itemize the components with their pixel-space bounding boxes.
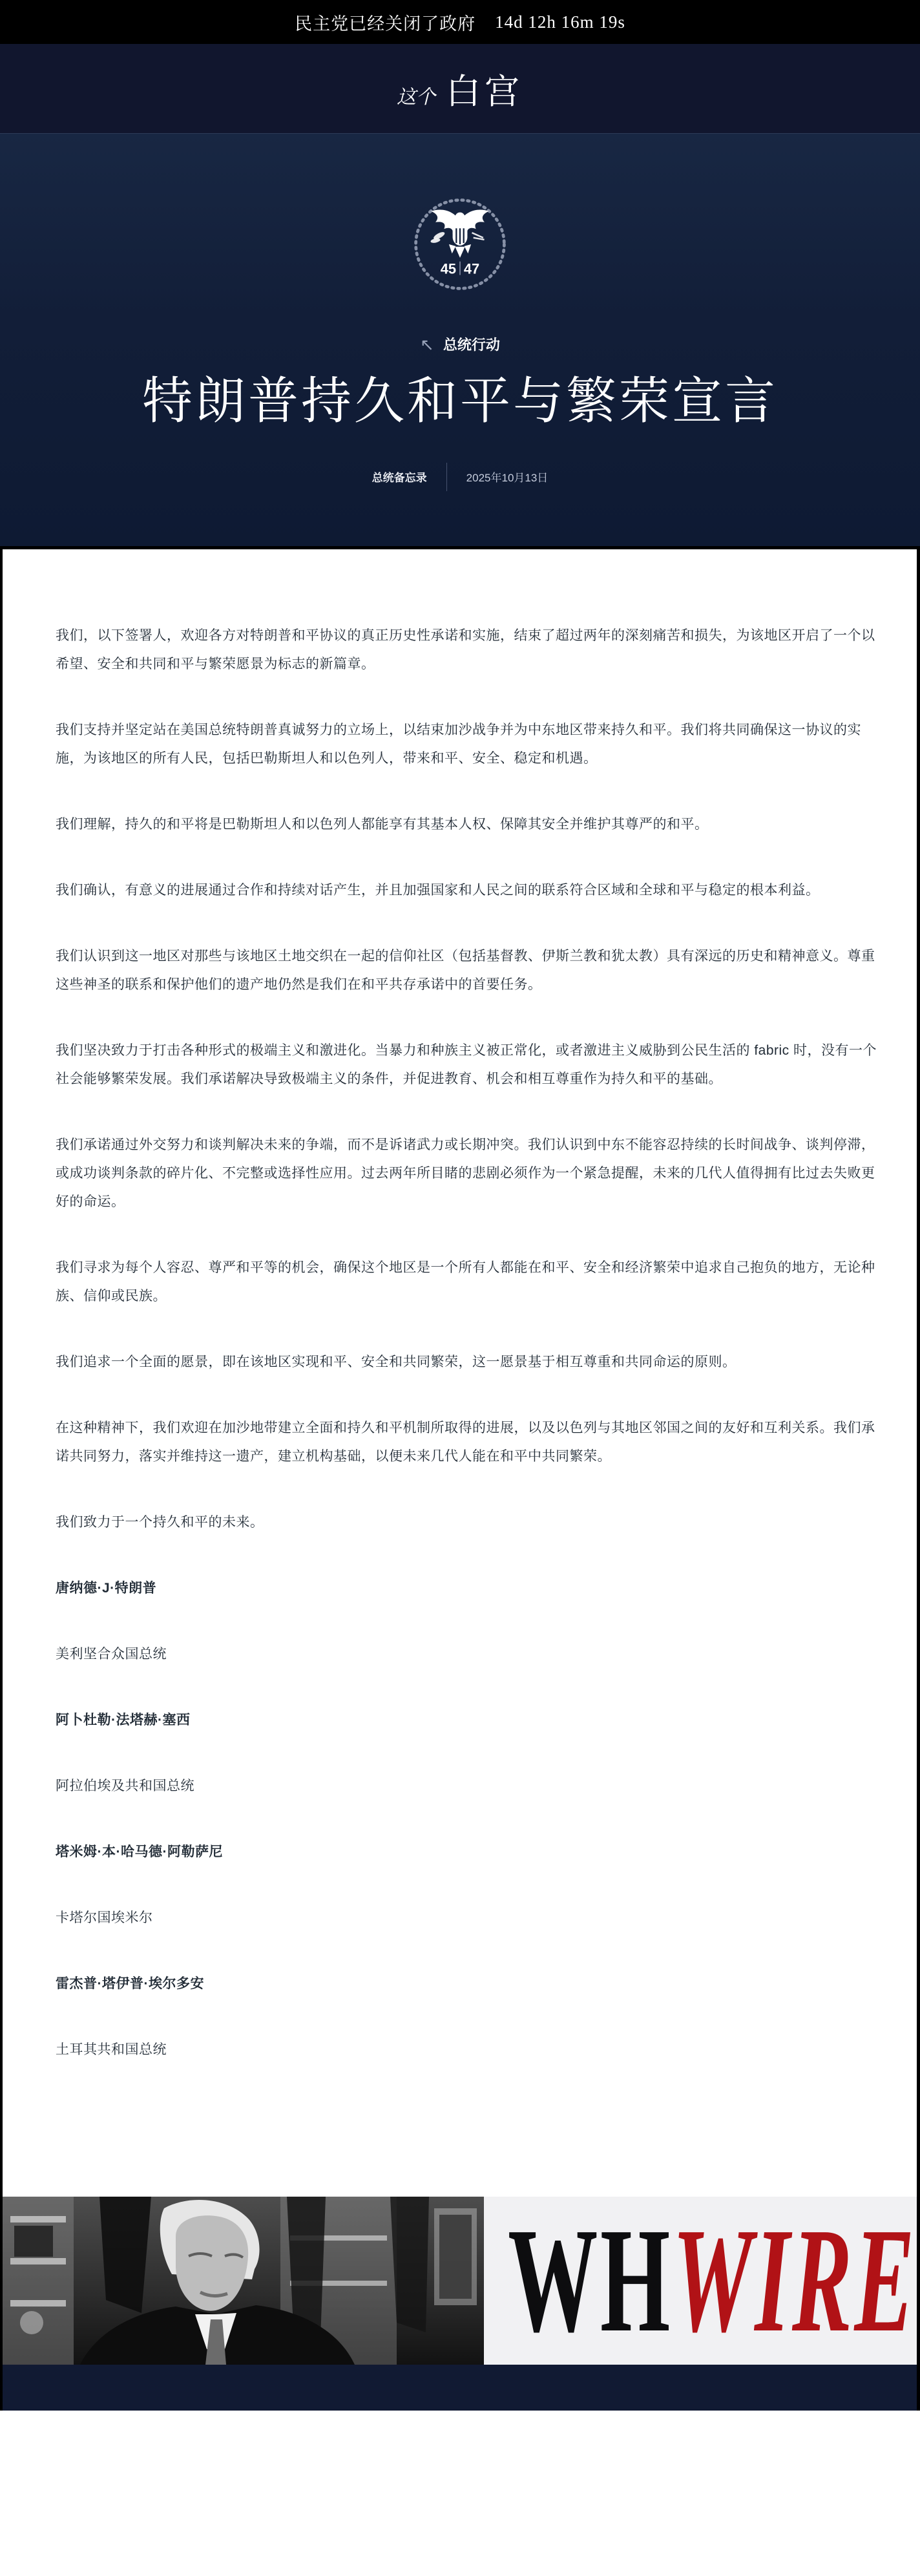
seal-number-45: 45 xyxy=(440,260,457,277)
article-paragraph: 我们，以下签署人，欢迎各方对特朗普和平协议的真正历史性承诺和实施，结束了超过两年的深刻痛苦和损失，为该地区开启了一个以希望、安全和共同和平与繁荣愿景为标志的新篇章。 xyxy=(56,628,875,671)
breadcrumb-label: 总统行动 xyxy=(443,337,500,353)
signatory-name: 雷杰普·塔伊普·埃尔多安 xyxy=(56,1976,204,1991)
arrow-up-left-icon: ↖ xyxy=(420,334,434,354)
presidential-seal-icon xyxy=(0,195,920,297)
shutdown-countdown-timer: 14d 12h 16m 19s xyxy=(495,12,625,32)
whwire-wordmark xyxy=(484,2197,917,2363)
meta-date: 2025年10月13日 xyxy=(466,472,549,485)
meta-divider xyxy=(446,463,447,491)
bottom-navy-bar xyxy=(3,2365,917,2411)
meta-category: 总统备忘录 xyxy=(371,472,427,485)
main-wrapper xyxy=(0,546,920,2411)
whwire-logo[interactable] xyxy=(484,2197,917,2365)
shutdown-banner-message: 民主党已经关闭了政府 xyxy=(295,14,476,34)
whitehouse-logo[interactable] xyxy=(397,64,523,114)
article-paragraph: 我们确认，有意义的进展通过合作和持续对话产生，并且加强国家和人民之间的联系符合区域和全球和平与稳定的根本利益。 xyxy=(56,883,820,898)
article-paragraph: 我们承诺通过外交努力和谈判解决未来的争端，而不是诉诸武力或长期冲突。我们认识到中东不能容忍持续的长时间战争、谈判停滞，或成功谈判条款的碎片化、不完整或选择性应用。过去两年所目睹的悲剧必须作为一个紧急提醒，未来的几代人值得拥有比过去失败更好的命运。 xyxy=(56,1137,875,1209)
logo-main-text: 白宫 xyxy=(446,72,523,111)
signatory-title: 美利坚合众国总统 xyxy=(56,1647,167,1662)
hero-section xyxy=(0,133,920,546)
wordmark-wire: WIRE xyxy=(672,2197,917,2363)
logo-prefix-text: 这个 xyxy=(397,86,435,108)
signatory-title: 阿拉伯埃及共和国总统 xyxy=(56,1779,194,1793)
article-paragraph: 我们致力于一个持久和平的未来。 xyxy=(56,1515,264,1530)
footer-strip xyxy=(3,2197,917,2365)
article-paragraph: 我们支持并坚定站在美国总统特朗普真诚努力的立场上，以结束加沙战争并为中东地区带来持久和平。我们将共同确保这一协议的实施，为该地区的所有人民，包括巴勒斯坦人和以色列人，带来和平、安全、稳定和机遇。 xyxy=(56,723,861,766)
signatory-name: 塔米姆·本·哈马德·阿勒萨尼 xyxy=(56,1844,223,1859)
article-paragraph: 我们追求一个全面的愿景，即在该地区实现和平、安全和共同繁荣，这一愿景基于相互尊重和共同命运的原则。 xyxy=(56,1355,737,1369)
shutdown-countdown-banner[interactable] xyxy=(0,0,920,44)
signatory-title: 土耳其共和国总统 xyxy=(56,2042,167,2057)
signatory-title: 卡塔尔国埃米尔 xyxy=(56,1910,153,1925)
seal-number-47: 47 xyxy=(463,260,480,277)
article-paragraph: 我们坚决致力于打击各种形式的极端主义和激进化。当暴力和种族主义被正常化，或者激进主义威胁到公民生活的 fabric 时，没有一个社会能够繁荣发展。我们承诺解决导致极端主义的条件，并促进教育、机会和相互尊重作为持久和平的基础。 xyxy=(56,1043,877,1086)
wordmark-wh: WH xyxy=(508,2197,673,2363)
breadcrumb-presidential-actions[interactable] xyxy=(0,334,920,354)
article-meta xyxy=(0,463,920,491)
article-paragraph: 我们寻求为每个人容忍、尊严和平等的机会，确保这个地区是一个所有人都能在和平、安全和经济繁荣中追求自己抱负的地方，无论种族、信仰或民族。 xyxy=(56,1260,875,1304)
page-title: 特朗普持久和平与繁荣宣言 xyxy=(141,373,778,429)
article-body xyxy=(3,546,917,2197)
trump-oval-office-photo xyxy=(3,2197,484,2365)
article-paragraph: 我们认识到这一地区对那些与该地区土地交织在一起的信仰社区（包括基督教、伊斯兰教和犹太教）具有深远的历史和精神意义。尊重这些神圣的联系和保护他们的遗产地仍然是我们在和平共存承诺中的首要任务。 xyxy=(56,949,875,992)
signatory-name: 阿卜杜勒·法塔赫·塞西 xyxy=(56,1713,191,1727)
site-header xyxy=(0,44,920,133)
signatory-name: 唐纳德·J·特朗普 xyxy=(56,1581,157,1596)
article-paragraph: 在这种精神下，我们欢迎在加沙地带建立全面和持久和平机制所取得的进展，以及以色列与其地区邻国之间的友好和互利关系。我们承诺共同努力，落实并维持这一遗产，建立机构基础，以便未来几代人能在和平中共同繁荣。 xyxy=(56,1420,875,1464)
article-paragraph: 我们理解，持久的和平将是巴勒斯坦人和以色列人都能享有其基本人权、保障其安全并维护其尊严的和平。 xyxy=(56,817,709,832)
